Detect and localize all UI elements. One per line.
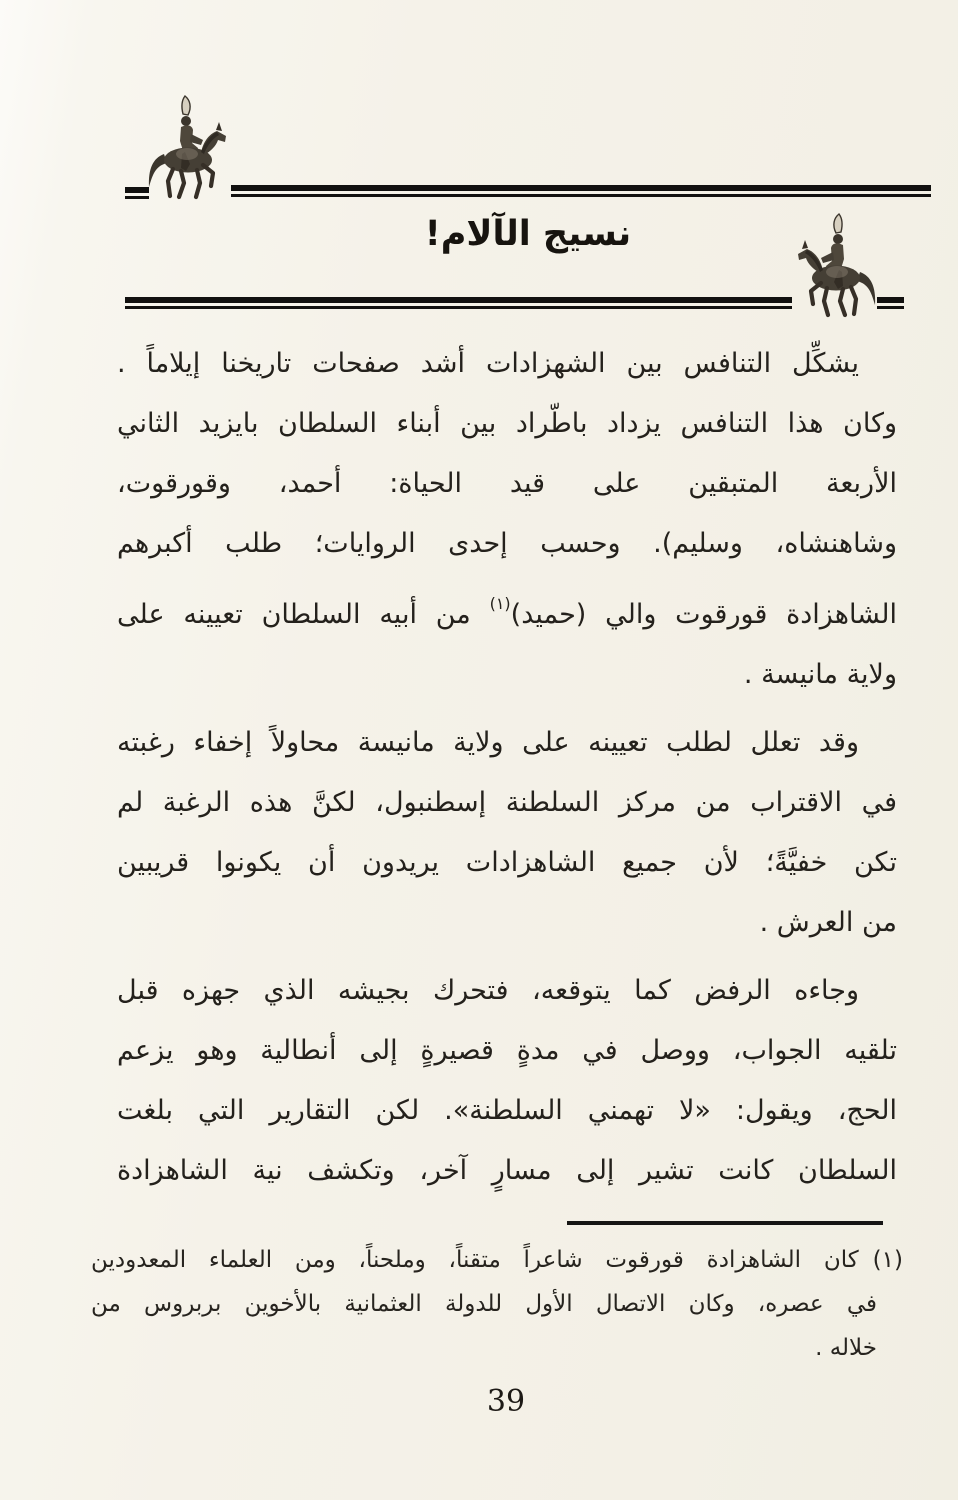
body-paragraph <box>117 961 897 1201</box>
chapter-title: نسيج الآلام! <box>424 214 632 254</box>
footnote-marker: (١) <box>872 1247 903 1273</box>
body-line: من العرش . <box>759 907 897 938</box>
body-line: وقد تعلل لطلب تعيينه على ولاية مانيسة محاولاً إخفاء رغبته <box>117 727 859 758</box>
page-number: 39 <box>486 1384 526 1419</box>
footnote-text: كان الشاهزادة قورقوت شاعراً متقناً، وملحناً، ومن العلماء المعدودين <box>91 1247 859 1273</box>
body-line: السلطان كانت تشير إلى مسارٍ آخر، وتكشف نية الشاهزادة <box>117 1155 897 1186</box>
body-line: تكن خفيَّةً؛ لأن جميع الشاهزادات يريدون أن يكونوا قريبين <box>117 847 897 878</box>
rule-thin-bar <box>231 194 931 197</box>
body-line: وكان هذا التنافس يزداد باطّراد بين أبناء السلطان بايزيد الثاني <box>117 408 897 439</box>
body-paragraph <box>117 334 897 705</box>
body-line: ولاية مانيسة . <box>743 659 897 690</box>
body-text <box>117 334 897 1201</box>
footnote <box>91 1238 903 1370</box>
body-line-text: من أبيه السلطان تعيينه على <box>117 599 490 630</box>
footnote-line <box>91 1238 903 1282</box>
horseman-icon <box>141 94 235 208</box>
body-line: يشكِّل التنافس بين الشهزادات أشد صفحات تاريخنا إيلاماً . <box>117 348 859 379</box>
rule-thin-bar <box>125 306 792 309</box>
body-line-text: الشاهزادة قورقوت والي (حميد) <box>510 599 897 630</box>
body-line: تلقيه الجواب، ووصل في مدةٍ قصيرةٍ إلى أنطالية وهو يزعم <box>117 1035 897 1066</box>
body-line: وشاهنشاه، وسليم). وحسب إحدى الروايات؛ طلب أكبرهم <box>117 528 897 559</box>
body-line: وجاءه الرفض كما يتوقعه، فتحرك بجيشه الذي جهزه قبل <box>117 975 859 1006</box>
rule-thick-bar <box>125 297 792 303</box>
footnote-line: خلاله . <box>815 1335 877 1361</box>
horseman-icon <box>789 212 883 326</box>
body-line <box>117 574 897 645</box>
body-paragraph <box>117 713 897 953</box>
header-rule-bottom <box>125 297 792 309</box>
header-rule-top <box>231 185 931 197</box>
footnote-reference: (١) <box>489 594 511 613</box>
body-line: الأربعة المتبقين على قيد الحياة: أحمد، وقورقوت، <box>117 468 897 499</box>
body-line: الحج، ويقول: «لا تهمني السلطنة». لكن التقارير التي بلغت <box>117 1095 897 1126</box>
rule-thick-bar <box>231 185 931 191</box>
body-line: في الاقتراب من مركز السلطنة إسطنبول، لكنَّ هذه الرغبة لم <box>117 787 897 818</box>
footnote-separator <box>567 1221 883 1225</box>
footnote-line: في عصره، وكان الاتصال الأول للدولة العثمانية بالأخوين بربروس من <box>91 1291 877 1317</box>
